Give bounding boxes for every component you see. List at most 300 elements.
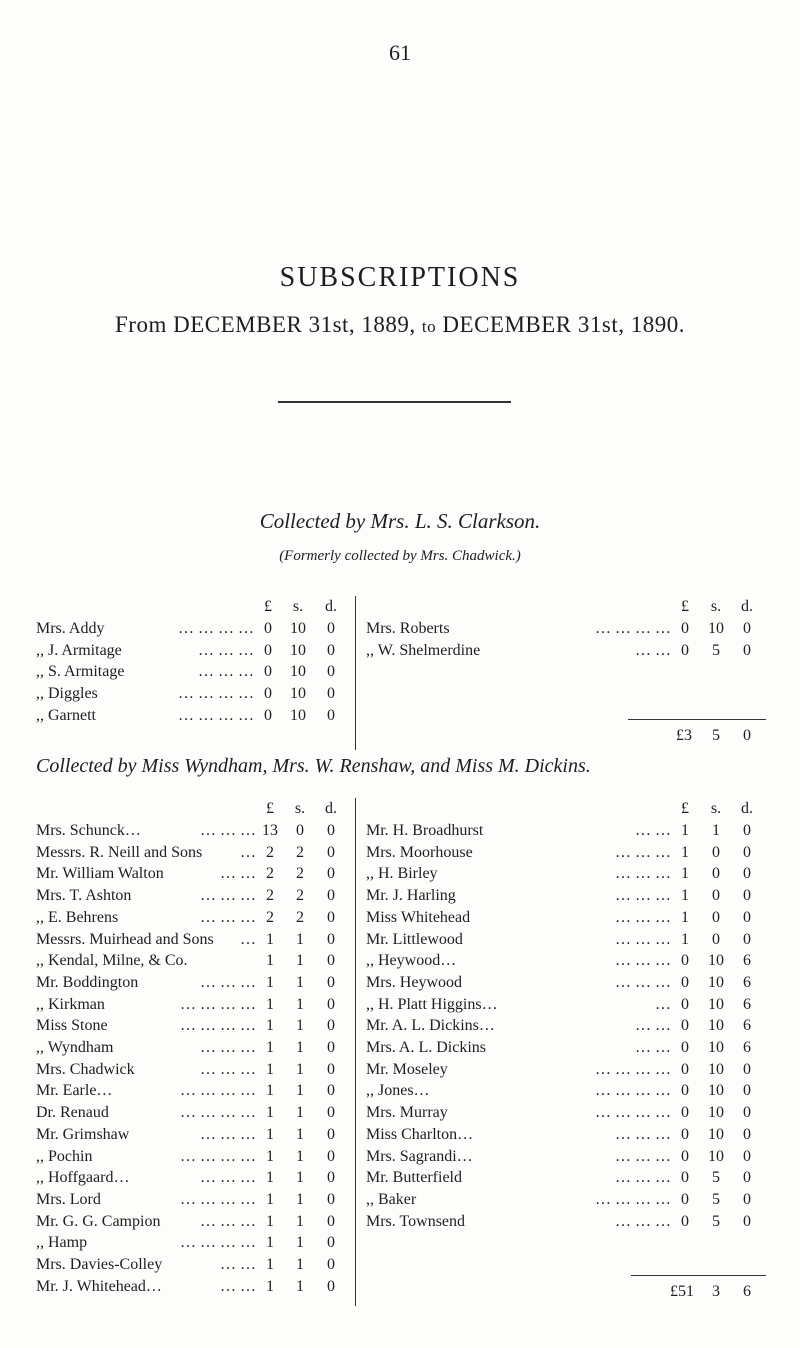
table-row [36,863,351,885]
shillings-cell: 10 [708,973,724,991]
table-row [366,1146,766,1168]
shillings-cell: 1 [296,1234,304,1252]
leader-dots: … … … [615,843,671,861]
leader-dots: … … … [615,952,671,970]
shillings-cell: 1 [296,1104,304,1122]
subscriber-name: Mrs. Sagrandi… [366,1147,473,1165]
pounds-cell: 0 [264,706,272,724]
subscriber-name: ,, Pochin [36,1147,93,1165]
shillings-cell: 0 [712,908,720,926]
subscriber-name: ,, Baker [366,1190,417,1208]
shillings-cell: 10 [290,706,306,724]
subscriber-name: Miss Stone [36,1017,108,1035]
subscriber-name: ,, Hoffgaard… [36,1169,130,1187]
shilling-header: s. [710,800,722,817]
pounds-cell: 1 [266,1082,274,1100]
pence-cell: 0 [743,1125,751,1143]
leader-dots: … … … [200,1125,256,1143]
leader-dots: … … [220,865,256,883]
pence-cell: 0 [743,1060,751,1078]
pence-header: d. [325,800,337,817]
total-shillings: 3 [712,1283,720,1300]
subscriber-name: ,, Garnett [36,706,96,724]
pence-cell: 0 [327,952,335,970]
shillings-cell: 2 [296,908,304,926]
pence-cell: 0 [327,620,335,637]
pence-cell: 0 [327,1190,335,1208]
leader-dots: … [655,995,671,1013]
table-row [366,1102,766,1124]
table-row [36,972,351,994]
section1-collector: Collected by Mrs. L. S. Clarkson. [259,509,541,533]
period-line [0,312,800,338]
shillings-cell: 1 [296,1017,304,1035]
pounds-cell: 1 [681,887,689,905]
pence-header: d. [741,598,753,615]
leader-dots: … … [635,822,671,839]
table-row [366,1059,766,1081]
pounds-cell: 1 [681,865,689,883]
pounds-cell: 1 [266,1212,274,1230]
pence-cell: 0 [743,1104,751,1122]
shillings-cell: 1 [296,1147,304,1165]
period-to: to [421,317,437,336]
pence-cell: 6 [743,1039,751,1056]
shillings-cell: 10 [708,995,724,1013]
subscriber-name: Mr. A. L. Dickins… [366,1017,495,1035]
section1-note: (Formerly collected by Mrs. Chadwick.) [279,548,521,564]
subscriber-name: Mrs. Moorhouse [366,843,473,861]
table-row [366,994,766,1016]
pounds-cell: 1 [266,930,274,948]
table-row [366,972,766,994]
shillings-cell: 10 [708,1147,724,1165]
section1-left-column [36,596,351,746]
pound-header: £ [266,800,274,817]
subscriber-name: Mrs. Murray [366,1104,448,1122]
subscriber-name: Mrs. Schunck… [36,822,141,839]
pounds-cell: 0 [681,620,689,637]
title-rule [278,401,511,403]
pounds-cell: 0 [681,1082,689,1100]
leader-dots: … … … [615,865,671,883]
shillings-cell: 1 [296,995,304,1013]
shillings-cell: 1 [296,952,304,970]
shillings-cell: 1 [296,1277,304,1295]
pence-cell: 0 [327,1082,335,1100]
pence-cell: 0 [327,685,335,703]
pounds-cell: 2 [266,843,274,861]
pence-cell: 0 [743,1169,751,1187]
total-row [366,725,766,747]
pence-cell: 0 [327,1060,335,1078]
subscriber-name: Mr. H. Broadhurst [366,822,484,839]
pounds-cell: 0 [681,1104,689,1122]
pence-cell: 0 [743,641,751,659]
table-row [36,1059,351,1081]
pounds-cell: 1 [266,1169,274,1187]
pence-cell: 0 [743,908,751,926]
table-row [36,705,351,727]
table-row [36,885,351,907]
subscriber-name: ,, H. Platt Higgins… [366,995,498,1013]
shillings-cell: 1 [296,1169,304,1187]
table-row [366,885,766,907]
table-row [36,950,351,972]
pounds-cell: 0 [681,995,689,1013]
total-rule [631,1275,766,1276]
period-start: DECEMBER 31st, 1889, [173,312,416,337]
pence-cell: 0 [327,1104,335,1122]
subscriber-name: Mrs. A. L. Dickins [366,1039,486,1056]
shillings-cell: 10 [708,1060,724,1078]
leader-dots: … … … … [595,1082,671,1100]
leader-dots: … … … … [180,1017,256,1035]
pounds-cell: 0 [681,1190,689,1208]
pence-cell: 0 [327,822,335,839]
pounds-cell: 1 [266,973,274,991]
pounds-cell: 1 [266,1017,274,1035]
shillings-cell: 1 [296,1060,304,1078]
subscriber-name: Mr. William Walton [36,865,164,883]
subscriber-name: Mrs. Addy [36,620,105,637]
shillings-cell: 0 [712,843,720,861]
pounds-cell: 13 [262,822,278,839]
pounds-cell: 1 [266,1277,274,1295]
shillings-cell: 10 [290,685,306,703]
subscriber-name: ,, H. Birley [366,865,438,883]
leader-dots: … … … … [180,1104,256,1122]
total-shillings: 5 [712,727,720,744]
pence-cell: 0 [327,887,335,905]
shillings-cell: 10 [708,620,724,637]
subscriber-name: ,, Kirkman [36,995,105,1013]
leader-dots: … … [635,1039,671,1056]
leader-dots: … … … … [180,995,256,1013]
pence-cell: 0 [327,1169,335,1187]
total-pounds: £51 [670,1283,694,1300]
pence-cell: 0 [327,1017,335,1035]
pence-cell: 0 [327,865,335,883]
table-row [366,820,766,842]
shillings-cell: 2 [296,865,304,883]
leader-dots: … … … [200,973,256,991]
subscriber-name: Mr. Butterfield [366,1169,462,1187]
pence-cell: 6 [743,995,751,1013]
pounds-cell: 1 [266,1125,274,1143]
subscriber-name: Mr. J. Harling [366,887,456,905]
subscriber-name: Dr. Renaud [36,1104,109,1122]
total-pounds: £3 [676,727,692,744]
leader-dots: … [240,843,256,861]
section2-divider [355,798,356,1306]
leader-dots: … … … … [178,620,254,637]
leader-dots: … … … … [595,620,671,637]
pounds-cell: 2 [266,865,274,883]
shillings-cell: 0 [712,865,720,883]
pence-cell: 0 [327,995,335,1013]
shilling-header: s. [292,598,304,615]
pence-cell: 0 [743,822,751,839]
leader-dots: … … … [200,1039,256,1056]
pound-header: £ [264,598,272,615]
pounds-cell: 0 [264,685,272,703]
pence-cell: 0 [327,706,335,724]
leader-dots: … … … … [180,1234,256,1252]
pence-cell: 0 [743,843,751,861]
pence-cell: 0 [327,1147,335,1165]
table-row [366,1080,766,1102]
subscriber-name: Mr. Boddington [36,973,139,991]
pence-cell: 0 [327,663,335,681]
leader-dots: … … … … [180,1190,256,1208]
subscriber-name: ,, Jones… [366,1082,430,1100]
shillings-cell: 10 [708,1125,724,1143]
shillings-cell: 10 [290,641,306,659]
pence-cell: 0 [327,1277,335,1295]
leader-dots: … … … [615,930,671,948]
pence-cell: 0 [743,1190,751,1208]
shillings-cell: 5 [712,641,720,659]
shillings-cell: 5 [712,1212,720,1230]
table-row [36,618,351,640]
leader-dots: … … … … [595,1190,671,1208]
leader-dots: … … [635,1017,671,1035]
pence-cell: 0 [327,1256,335,1273]
leader-dots: … … … [615,1125,671,1143]
leader-dots: … … … … [178,685,254,703]
pence-cell: 0 [743,930,751,948]
pence-cell: 0 [743,1147,751,1165]
table-row [366,1189,766,1211]
table-row [36,994,351,1016]
leader-dots: … … … [615,1169,671,1187]
pence-cell: 0 [743,620,751,637]
page-title: SUBSCRIPTIONS [279,262,521,293]
pounds-cell: 1 [681,930,689,948]
pence-cell: 0 [743,1082,751,1100]
table-row [36,1254,351,1276]
shillings-cell: 1 [296,973,304,991]
pence-cell: 0 [327,930,335,948]
shillings-cell: 10 [708,952,724,970]
pence-cell: 0 [743,887,751,905]
table-row [36,683,351,705]
subscriber-name: ,, S. Armitage [36,663,125,681]
pence-cell: 0 [327,1212,335,1230]
table-row [36,1124,351,1146]
table-row [366,842,766,864]
subscriber-name: Messrs. Muirhead and Sons [36,930,214,948]
table-row [366,950,766,972]
page-number: 61 [389,40,411,65]
shillings-cell: 10 [708,1039,724,1056]
table-row [36,1211,351,1233]
total-pence: 0 [743,727,751,744]
subscriber-name: ,, Diggles [36,685,98,703]
leader-dots: … … … [615,973,671,991]
section2-right-column [366,798,766,1303]
pence-header: d. [325,598,337,615]
pounds-cell: 0 [681,1039,689,1056]
total-rule [628,719,766,720]
shillings-cell: 10 [708,1017,724,1035]
table-row [36,1232,351,1254]
shillings-cell: 0 [712,930,720,948]
shillings-cell: 1 [296,1190,304,1208]
table-row [36,1102,351,1124]
subscriber-name: Mr. G. G. Campion [36,1212,161,1230]
pound-header: £ [681,598,689,615]
subscriber-name: Mrs. Chadwick [36,1060,135,1078]
shillings-cell: 5 [712,1169,720,1187]
pounds-cell: 0 [264,663,272,681]
total-row [366,1281,766,1303]
table-row [36,842,351,864]
period-from: From [115,312,167,337]
pounds-cell: 1 [681,843,689,861]
pounds-cell: 2 [266,887,274,905]
subscriber-name: Mrs. Lord [36,1190,101,1208]
pounds-cell: 0 [681,1125,689,1143]
pence-cell: 0 [327,641,335,659]
pounds-cell: 0 [681,1147,689,1165]
table-row [36,907,351,929]
subscriber-name: ,, W. Shelmerdine [366,641,481,659]
shilling-header: s. [710,598,722,615]
shillings-cell: 5 [712,1190,720,1208]
pounds-cell: 1 [681,822,689,839]
pence-cell: 0 [327,1039,335,1056]
table-row [366,1211,766,1233]
table-row [366,618,766,640]
pence-cell: 0 [327,1125,335,1143]
pounds-cell: 0 [264,641,272,659]
leader-dots: … … … [200,887,256,905]
pence-cell: 6 [743,1017,751,1035]
leader-dots: … … … … [180,1082,256,1100]
table-row [366,929,766,951]
leader-dots: … … [635,641,671,659]
pence-cell: 0 [327,843,335,861]
shillings-cell: 2 [296,887,304,905]
table-row [366,863,766,885]
table-row [366,1037,766,1059]
pounds-cell: 1 [266,995,274,1013]
leader-dots: … … … [200,822,256,839]
leader-dots: … … … … [180,1147,256,1165]
leader-dots: … … … … [595,1060,671,1078]
pence-cell: 0 [327,973,335,991]
table-row [36,1167,351,1189]
pounds-cell: 1 [266,952,274,970]
shillings-cell: 0 [712,887,720,905]
pounds-cell: 1 [266,1039,274,1056]
leader-dots: … … [220,1277,256,1295]
shillings-cell: 1 [296,1212,304,1230]
subscriber-name: Mrs. Heywood [366,973,462,991]
pounds-cell: 0 [681,1017,689,1035]
pounds-cell: 1 [266,1147,274,1165]
subscriber-name: Miss Whitehead [366,908,471,926]
pounds-cell: 0 [681,1169,689,1187]
pence-cell: 0 [327,1234,335,1252]
leader-dots: … … … [615,1212,671,1230]
leader-dots: … … [220,1256,256,1273]
leader-dots: … … … … [595,1104,671,1122]
leader-dots: … … … [198,641,254,659]
pence-cell: 0 [743,1212,751,1230]
shillings-cell: 1 [296,1082,304,1100]
subscriber-name: Mr. Grimshaw [36,1125,130,1143]
table-row [36,1037,351,1059]
shillings-cell: 1 [712,822,720,839]
shillings-cell: 1 [296,1125,304,1143]
pounds-cell: 1 [266,1256,274,1273]
shilling-header: s. [294,800,306,817]
pence-cell: 6 [743,973,751,991]
pounds-cell: 1 [266,1234,274,1252]
leader-dots: … … … [200,908,256,926]
subscriber-name: ,, Hamp [36,1234,88,1252]
pounds-cell: 0 [264,620,272,637]
subscriber-name: Mrs. Roberts [366,620,450,637]
table-row [36,1015,351,1037]
shillings-cell: 1 [296,930,304,948]
shillings-cell: 1 [296,1256,304,1273]
table-row [366,1015,766,1037]
subscriber-name: ,, J. Armitage [36,641,122,659]
leader-dots: … … … … [178,706,254,724]
table-row [36,1080,351,1102]
subscriber-name: ,, Kendal, Milne, & Co. [36,952,188,970]
subscriber-name: Messrs. R. Neill and Sons [36,843,203,861]
pound-header: £ [681,800,689,817]
pounds-cell: 0 [681,973,689,991]
pounds-cell: 2 [266,908,274,926]
shillings-cell: 2 [296,843,304,861]
leader-dots: … … … [200,1212,256,1230]
pence-header: d. [741,800,753,817]
table-row [366,907,766,929]
subscriber-name: Mrs. Davies-Colley [36,1256,163,1273]
subscriber-name: Mrs. Townsend [366,1212,466,1230]
table-row [36,640,351,662]
leader-dots: … … … [200,1169,256,1187]
leader-dots: … … … [615,887,671,905]
table-row [366,1124,766,1146]
pounds-cell: 1 [266,1190,274,1208]
section2-collector: Collected by Miss Wyndham, Mrs. W. Renshaw, and Miss M. Dickins. [36,755,591,777]
pence-cell: 0 [743,865,751,883]
leader-dots: … [240,930,256,948]
section1-divider [355,596,356,750]
shillings-cell: 10 [290,663,306,681]
pounds-cell: 1 [266,1060,274,1078]
subscriber-name: Mr. Earle… [36,1082,113,1100]
table-row [36,929,351,951]
shillings-cell: 0 [296,822,304,839]
shillings-cell: 10 [290,620,306,637]
subscriber-name: Mr. Moseley [366,1060,448,1078]
section1-right-column [366,596,766,746]
subscriber-name: Mrs. T. Ashton [36,887,132,905]
leader-dots: … … … [615,908,671,926]
table-row [36,1189,351,1211]
pence-cell: 0 [327,908,335,926]
subscriber-name: Mr. Littlewood [366,930,463,948]
shillings-cell: 10 [708,1082,724,1100]
